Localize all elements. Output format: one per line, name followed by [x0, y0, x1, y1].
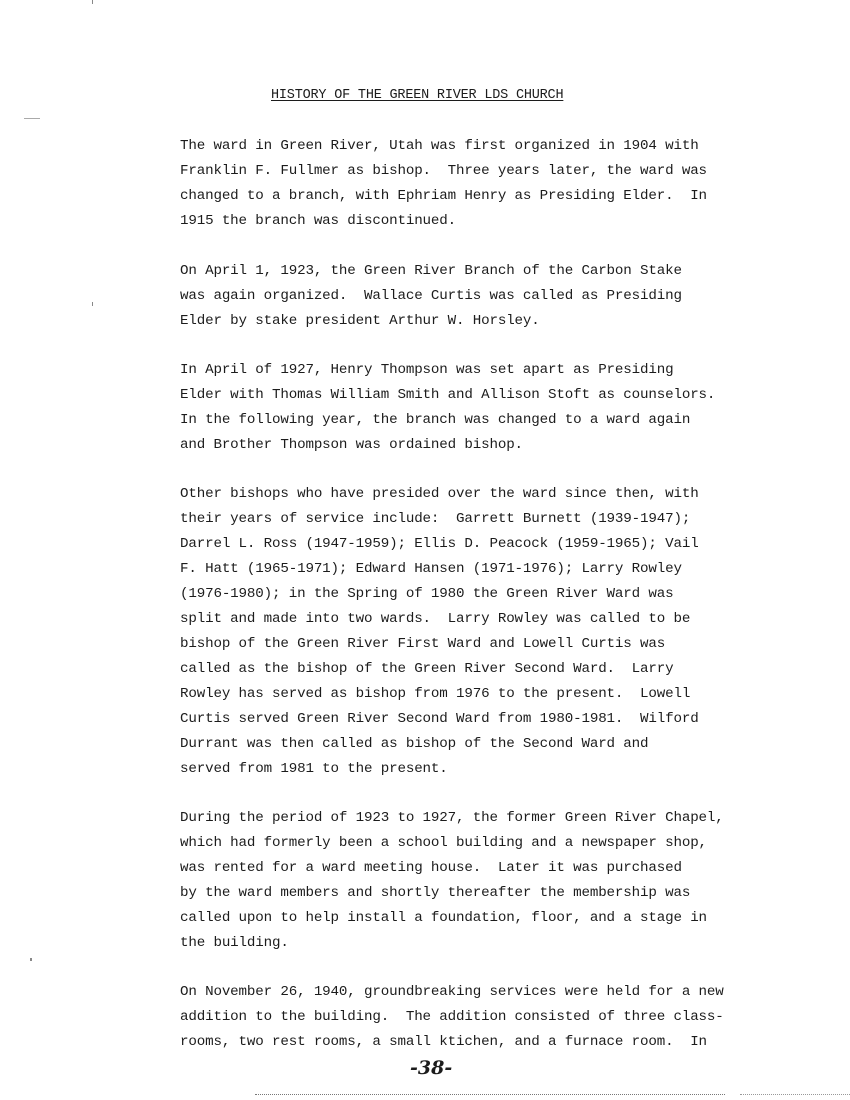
- text-line: which had formerly been a school building and a newspaper shop,: [180, 835, 707, 851]
- document-title: HISTORY OF THE GREEN RIVER LDS CHURCH: [271, 88, 564, 103]
- text-line: Elder with Thomas William Smith and Allison Stoft as counselors.: [180, 387, 716, 403]
- text-line: On April 1, 1923, the Green River Branch of the Carbon Stake: [180, 263, 682, 279]
- paragraph-bishops: [180, 482, 740, 782]
- text-line: served from 1981 to the present.: [180, 761, 448, 777]
- text-line: Franklin F. Fullmer as bishop. Three years later, the ward was: [180, 163, 707, 179]
- text-line: (1976-1980); in the Spring of 1980 the Green River Ward was: [180, 586, 674, 602]
- page-number: -38-: [410, 1057, 453, 1079]
- text-line: rooms, two rest rooms, a small ktichen, and a furnace room. In: [180, 1034, 707, 1050]
- scan-speck: [92, 0, 93, 4]
- text-line: Elder by stake president Arthur W. Horsley.: [180, 313, 540, 329]
- text-line: In April of 1927, Henry Thompson was set apart as Presiding: [180, 362, 674, 378]
- text-line: In the following year, the branch was changed to a ward again: [180, 412, 691, 428]
- scan-speck: [24, 118, 40, 119]
- text-line: bishop of the Green River First Ward and Lowell Curtis was: [180, 636, 666, 652]
- text-line: The ward in Green River, Utah was first organized in 1904 with: [180, 138, 699, 154]
- text-line: the building.: [180, 935, 289, 951]
- text-line: 1915 the branch was discontinued.: [180, 213, 457, 229]
- text-line: Other bishops who have presided over the ward since then, with: [180, 486, 699, 502]
- text-line: and Brother Thompson was ordained bishop.: [180, 437, 523, 453]
- paragraph-founding: [180, 134, 740, 234]
- text-line: was again organized. Wallace Curtis was called as Presiding: [180, 288, 682, 304]
- text-line: changed to a branch, with Ephriam Henry as Presiding Elder. In: [180, 188, 707, 204]
- text-line: called upon to help install a foundation, floor, and a stage in: [180, 910, 707, 926]
- text-line: was rented for a ward meeting house. Later it was purchased: [180, 860, 682, 876]
- scan-speck: [30, 958, 32, 961]
- text-line: by the ward members and shortly thereafter the membership was: [180, 885, 691, 901]
- paragraph-thompson: [180, 358, 740, 458]
- paragraph-chapel: [180, 806, 740, 956]
- text-line: split and made into two wards. Larry Rowley was called to be: [180, 611, 691, 627]
- scan-speck: [92, 302, 93, 306]
- paragraph-addition: [180, 980, 740, 1055]
- scan-edge-line: [255, 1094, 725, 1096]
- text-line: During the period of 1923 to 1927, the former Green River Chapel,: [180, 810, 724, 826]
- scan-edge-line: [740, 1094, 850, 1096]
- text-line: Curtis served Green River Second Ward from 1980-1981. Wilford: [180, 711, 699, 727]
- text-line: addition to the building. The addition consisted of three class-: [180, 1009, 724, 1025]
- text-line: their years of service include: Garrett Burnett (1939-1947);: [180, 511, 691, 527]
- text-line: called as the bishop of the Green River Second Ward. Larry: [180, 661, 674, 677]
- paragraph-reorganization: [180, 259, 740, 334]
- text-line: Durrant was then called as bishop of the Second Ward and: [180, 736, 649, 752]
- text-line: F. Hatt (1965-1971); Edward Hansen (1971-1976); Larry Rowley: [180, 561, 682, 577]
- text-line: On November 26, 1940, groundbreaking services were held for a new: [180, 984, 724, 1000]
- text-line: Darrel L. Ross (1947-1959); Ellis D. Peacock (1959-1965); Vail: [180, 536, 699, 552]
- text-line: Rowley has served as bishop from 1976 to the present. Lowell: [180, 686, 691, 702]
